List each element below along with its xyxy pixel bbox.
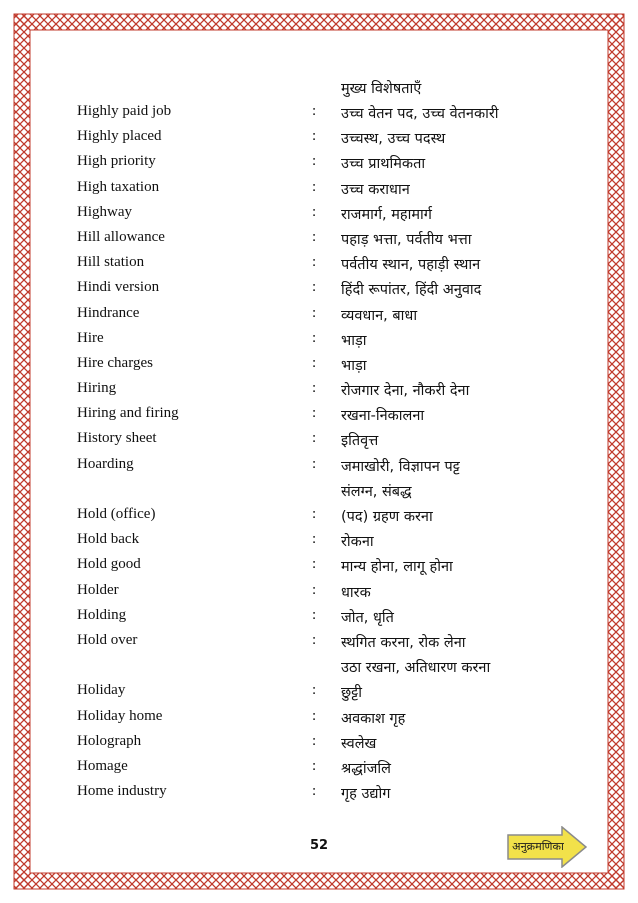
glossary-row <box>77 405 577 430</box>
separator-colon: : <box>312 783 317 800</box>
hindi-translation: गृह उद्योग <box>341 786 391 803</box>
separator-colon: : <box>312 606 317 623</box>
separator-colon: : <box>312 228 317 245</box>
glossary-row <box>77 254 577 279</box>
english-term: Hiring <box>77 380 117 397</box>
hindi-translation: स्थगित करना, रोक लेना <box>341 634 466 651</box>
glossary-row <box>77 430 577 455</box>
separator-colon: : <box>312 380 317 397</box>
separator-colon: : <box>312 732 317 749</box>
hindi-translation: उठा रखना, अतिधारण करना <box>341 660 491 677</box>
english-term: Hold (office) <box>77 506 156 522</box>
glossary-row <box>77 153 577 178</box>
glossary-row <box>77 506 577 531</box>
separator-colon: : <box>312 405 317 422</box>
glossary-row <box>77 380 577 405</box>
glossary-row <box>77 708 577 733</box>
separator-colon: : <box>312 203 317 220</box>
english-term: Holder <box>77 581 119 598</box>
hindi-translation: रखना-निकालना <box>341 408 425 425</box>
hindi-translation: भाड़ा <box>341 357 367 374</box>
glossary-row <box>77 305 577 330</box>
glossary-row <box>77 279 577 304</box>
hindi-translation: संलग्न, संबद्ध <box>341 483 412 500</box>
hindi-translation: रोजगार देना, नौकरी देना <box>341 383 470 400</box>
glossary-row <box>77 229 577 254</box>
hindi-translation: धारक <box>341 584 371 601</box>
hindi-translation: राजमार्ग, महामार्ग <box>341 206 432 223</box>
english-term: Hoarding <box>77 455 134 472</box>
glossary-row <box>77 733 577 758</box>
english-term: High taxation <box>77 178 160 195</box>
english-term: Hill station <box>77 254 145 271</box>
glossary-list <box>77 78 577 808</box>
english-term: High priority <box>77 153 156 170</box>
hindi-translation: उच्च कराधान <box>341 181 410 198</box>
separator-colon: : <box>312 354 317 371</box>
separator-colon: : <box>312 128 317 145</box>
glossary-row <box>77 179 577 204</box>
separator-colon: : <box>312 682 317 699</box>
english-term: Hire charges <box>77 354 153 371</box>
separator-colon: : <box>312 153 317 170</box>
separator-colon: : <box>312 707 317 724</box>
index-button[interactable] <box>507 826 587 868</box>
hindi-translation: व्यवधान, बाधा <box>341 307 418 324</box>
separator-colon: : <box>312 556 317 573</box>
hindi-translation: स्वलेख <box>341 735 377 752</box>
hindi-translation: मान्य होना, लागू होना <box>341 559 453 576</box>
english-term: Highly paid job <box>77 103 172 119</box>
separator-colon: : <box>312 455 317 472</box>
hindi-translation: पहाड़ भत्ता, पर्वतीय भत्ता <box>341 231 472 248</box>
glossary-row <box>77 456 577 481</box>
separator-colon: : <box>312 430 317 447</box>
hindi-translation: (पद) ग्रहण करना <box>341 509 433 525</box>
glossary-row <box>77 531 577 556</box>
hindi-translation: भाड़ा <box>341 332 367 349</box>
glossary-row <box>77 632 577 657</box>
english-term: Holding <box>77 606 127 623</box>
separator-colon: : <box>312 254 317 271</box>
separator-colon: : <box>312 631 317 648</box>
hindi-translation: इतिवृत्त <box>341 433 379 450</box>
separator-colon: : <box>312 103 317 119</box>
english-term: Hill allowance <box>77 228 165 245</box>
english-term: Hold back <box>77 531 140 548</box>
english-term: Hold good <box>77 556 141 573</box>
hindi-translation: जमाखोरी, विज्ञापन पट्ट <box>341 458 460 475</box>
hindi-translation: अवकाश गृह <box>341 710 406 727</box>
separator-colon: : <box>312 329 317 346</box>
glossary-row <box>77 204 577 229</box>
section-heading-row <box>77 78 577 103</box>
separator-colon: : <box>312 178 317 195</box>
separator-colon: : <box>312 531 317 548</box>
english-term: Highway <box>77 203 132 220</box>
hindi-translation: उच्च वेतन पद, उच्च वेतनकारी <box>341 106 499 122</box>
english-term: History sheet <box>77 430 157 447</box>
english-term: Homage <box>77 757 128 774</box>
english-term: Highly placed <box>77 128 162 145</box>
glossary-row <box>77 657 577 682</box>
glossary-row <box>77 758 577 783</box>
glossary-row <box>77 128 577 153</box>
glossary-row <box>77 607 577 632</box>
index-button-label: अनुक्रमणिका <box>512 840 564 853</box>
glossary-row <box>77 682 577 707</box>
english-term: Holograph <box>77 732 142 749</box>
hindi-translation: उच्च प्राथमिकता <box>341 156 426 173</box>
hindi-translation: उच्चस्थ, उच्च पदस्थ <box>341 131 446 148</box>
hindi-translation: श्रद्धांजलि <box>341 760 391 777</box>
english-term: Home industry <box>77 783 167 800</box>
separator-colon: : <box>312 506 317 522</box>
english-term: Hindi version <box>77 279 160 296</box>
hindi-translation: छुट्टी <box>341 685 363 702</box>
separator-colon: : <box>312 304 317 321</box>
hindi-translation: पर्वतीय स्थान, पहाड़ी स्थान <box>341 257 481 274</box>
english-term: Holiday <box>77 682 126 699</box>
glossary-row <box>77 330 577 355</box>
glossary-row <box>77 783 577 808</box>
english-term: Holiday home <box>77 707 163 724</box>
english-term: Hire <box>77 329 104 346</box>
glossary-row <box>77 355 577 380</box>
section-heading: मुख्य विशेषताएँ <box>341 81 422 97</box>
hindi-translation: रोकना <box>341 534 374 551</box>
page-number: 52 <box>309 838 329 853</box>
glossary-row <box>77 103 577 128</box>
hindi-translation: हिंदी रूपांतर, हिंदी अनुवाद <box>341 282 482 299</box>
separator-colon: : <box>312 581 317 598</box>
glossary-row <box>77 481 577 506</box>
glossary-row <box>77 556 577 581</box>
separator-colon: : <box>312 757 317 774</box>
separator-colon: : <box>312 279 317 296</box>
english-term: Hiring and firing <box>77 405 179 422</box>
english-term: Hindrance <box>77 304 140 321</box>
glossary-row <box>77 582 577 607</box>
hindi-translation: जोत, धृति <box>341 609 394 626</box>
english-term: Hold over <box>77 631 138 648</box>
